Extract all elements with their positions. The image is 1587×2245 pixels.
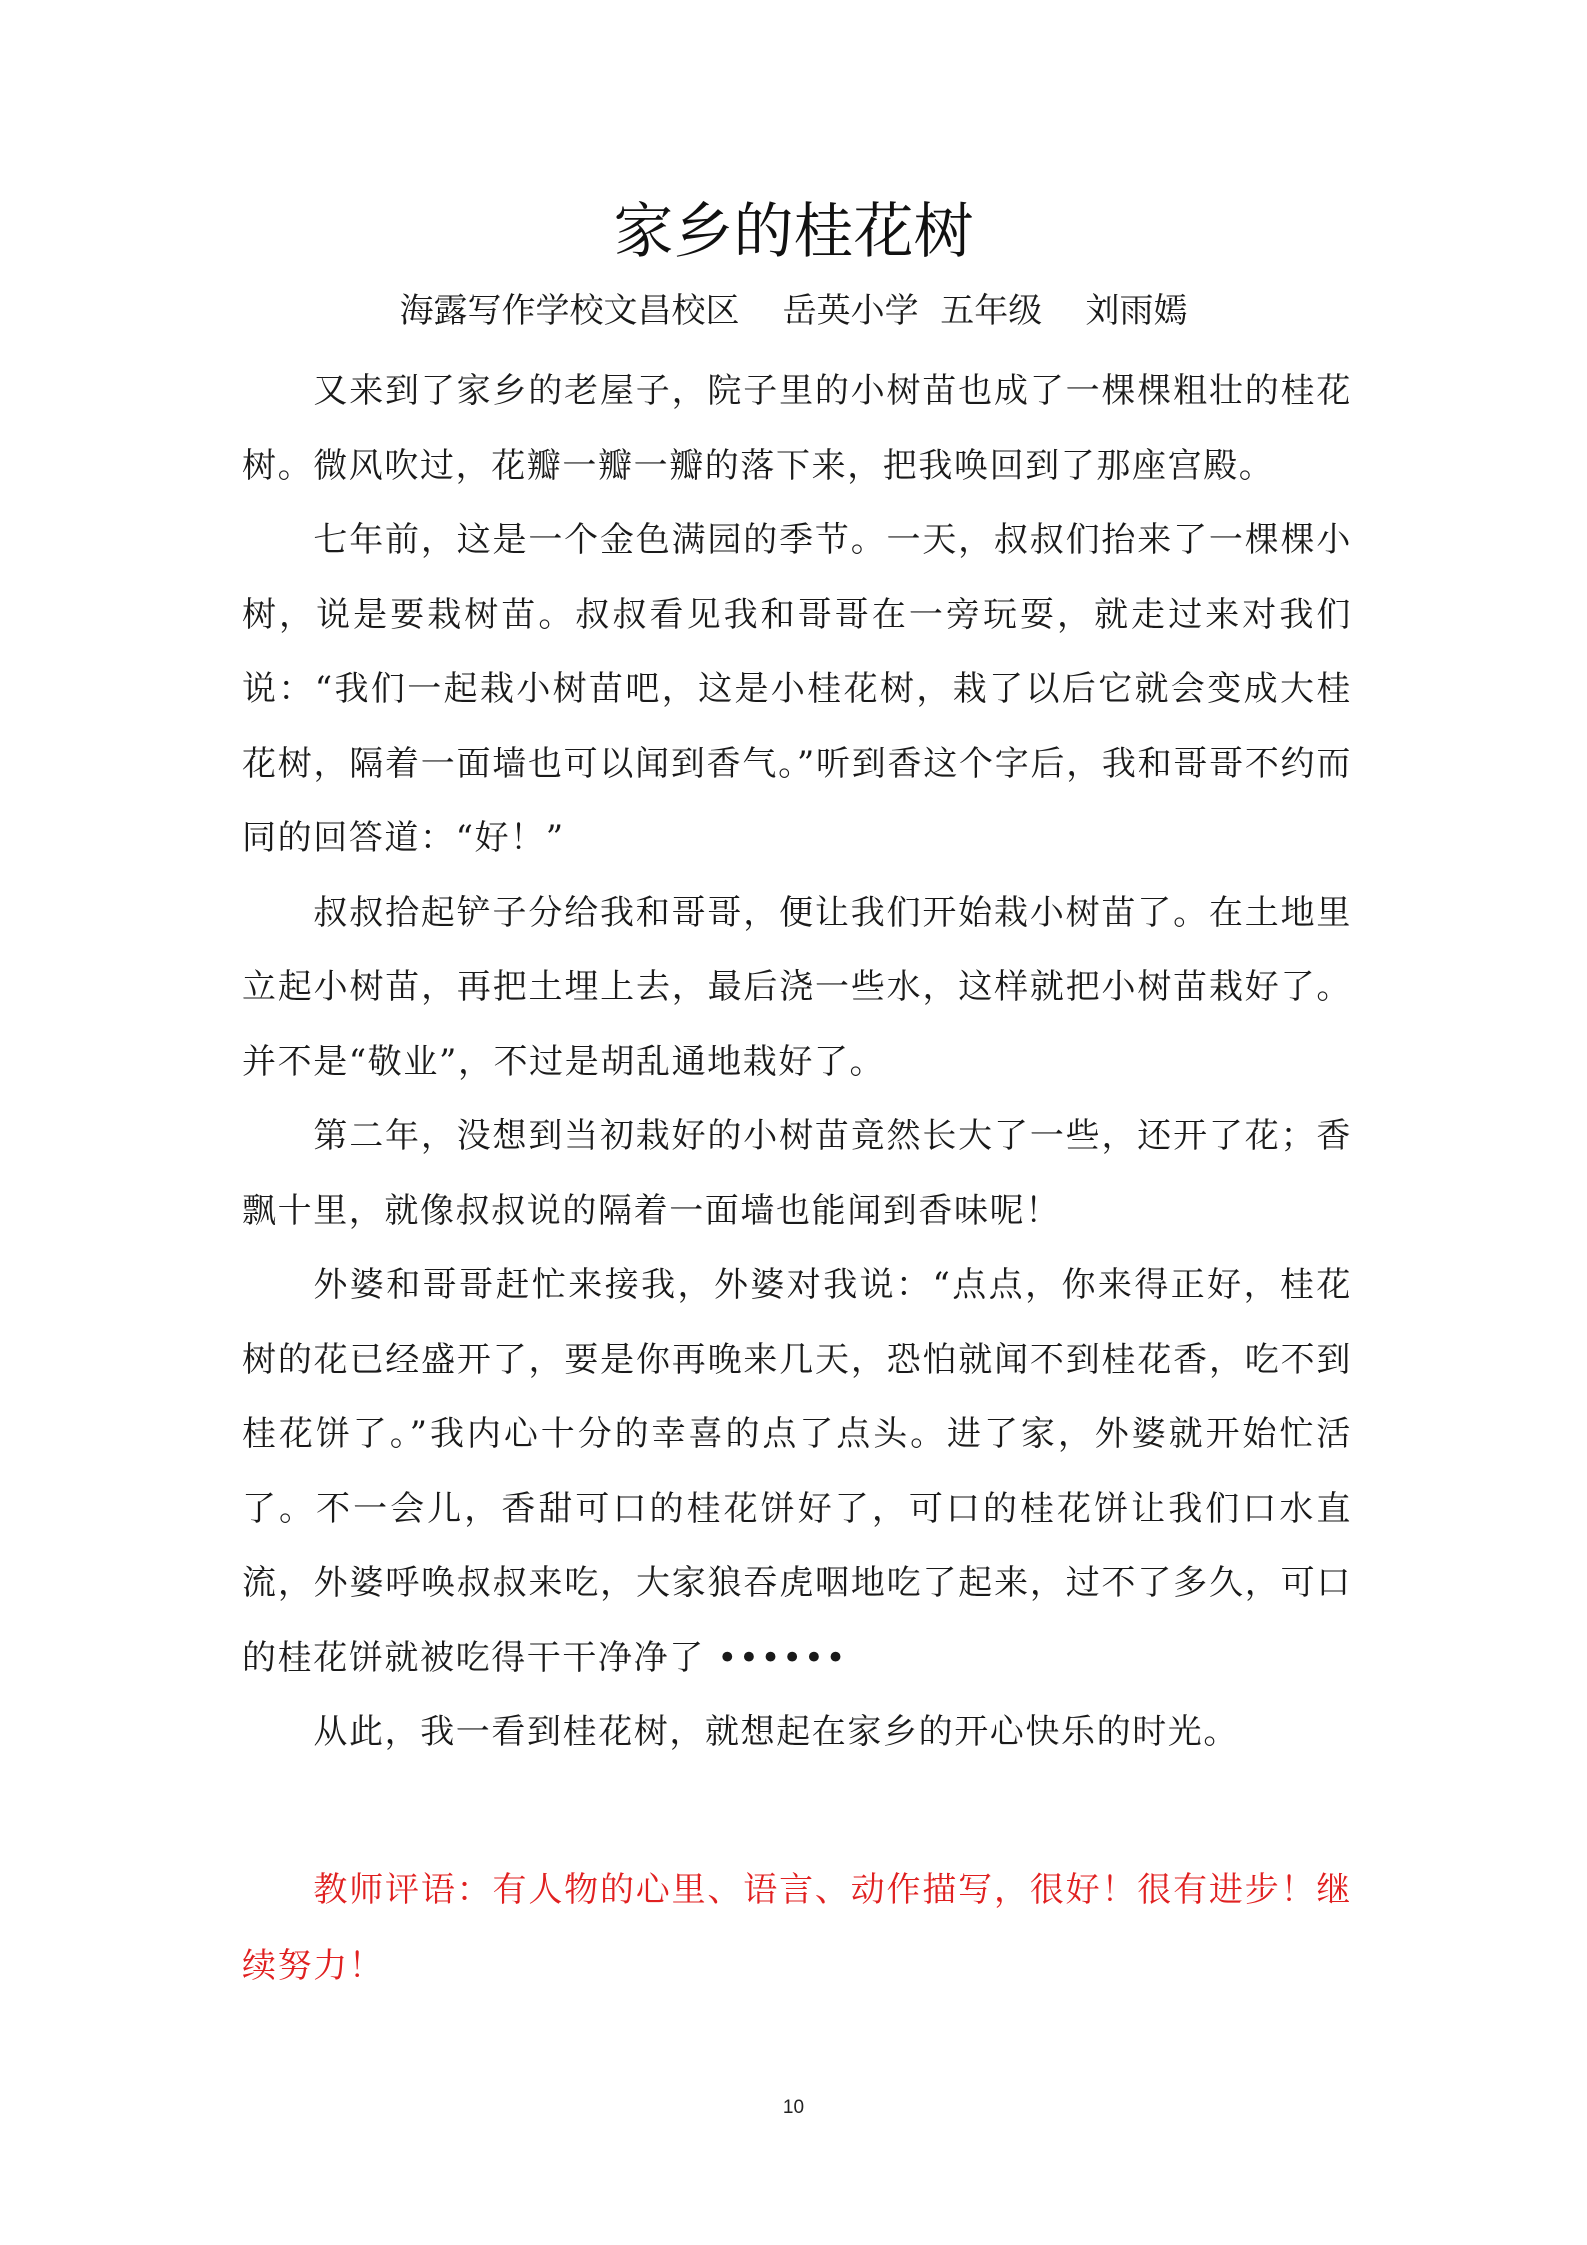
- paragraph: 七年前，这是一个金色满园的季节。一天，叔叔们抬来了一棵棵小树，说是要栽树苗。叔叔看见我和哥哥在一旁玩耍，就走过来对我们说：“我们一起栽小树苗吧，这是小桂花树，栽了以后它就会变成大桂花树，隔着一面墙也可以闻到香气。”听到香这个字后，我和哥哥不约而同的回答道：“好！”: [242, 520, 1352, 858]
- paragraph: 叔叔拾起铲子分给我和哥哥，便让我们开始栽小树苗了。在土地里立起小树苗，再把土埋上去，最后浇一些水，这样就把小树苗栽好了。并不是“敬业”，不过是胡乱通地栽好了。: [242, 892, 1352, 1082]
- page-number: 10: [782, 2097, 805, 2118]
- paragraph: 外婆和哥哥赶忙来接我，外婆对我说：“点点，你来得正好，桂花树的花已经盛开了，要是你再晚来几天，恐怕就闻不到桂花香，吃不到桂花饼了。”我内心十分的幸喜的点了点头。进了家，外婆就开始忙活了。不一会儿，香甜可口的桂花饼好了，可口的桂花饼让我们口水直流，外婆呼唤叔叔来吃，大家狼吞虎咽地吃了起来，过不了多久，可口的桂花饼就被吃得干干净净了 ••••••: [242, 1265, 1352, 1678]
- paragraph: 从此，我一看到桂花树，就想起在家乡的开心快乐的时光。: [313, 1712, 1239, 1752]
- essay-body: [242, 354, 1352, 1770]
- author-byline: 海露写作学校文昌校区 岳英小学 五年级 刘雨嫣: [399, 291, 1188, 331]
- page-title: 家乡的桂花树: [613, 197, 974, 267]
- teacher-comment: 教师评语：有人物的心里、语言、动作描写，很好！很有进步！继续努力！: [242, 1870, 1352, 1986]
- paragraph: 第二年，没想到当初栽好的小树苗竟然长大了一些，还开了花；香飘十里，就像叔叔说的隔着一面墙也能闻到香味呢！: [242, 1116, 1352, 1231]
- paragraph: 又来到了家乡的老屋子，院子里的小树苗也成了一棵棵粗壮的桂花树。微风吹过，花瓣一瓣一瓣的落下来，把我唤回到了那座宫殿。: [242, 371, 1352, 486]
